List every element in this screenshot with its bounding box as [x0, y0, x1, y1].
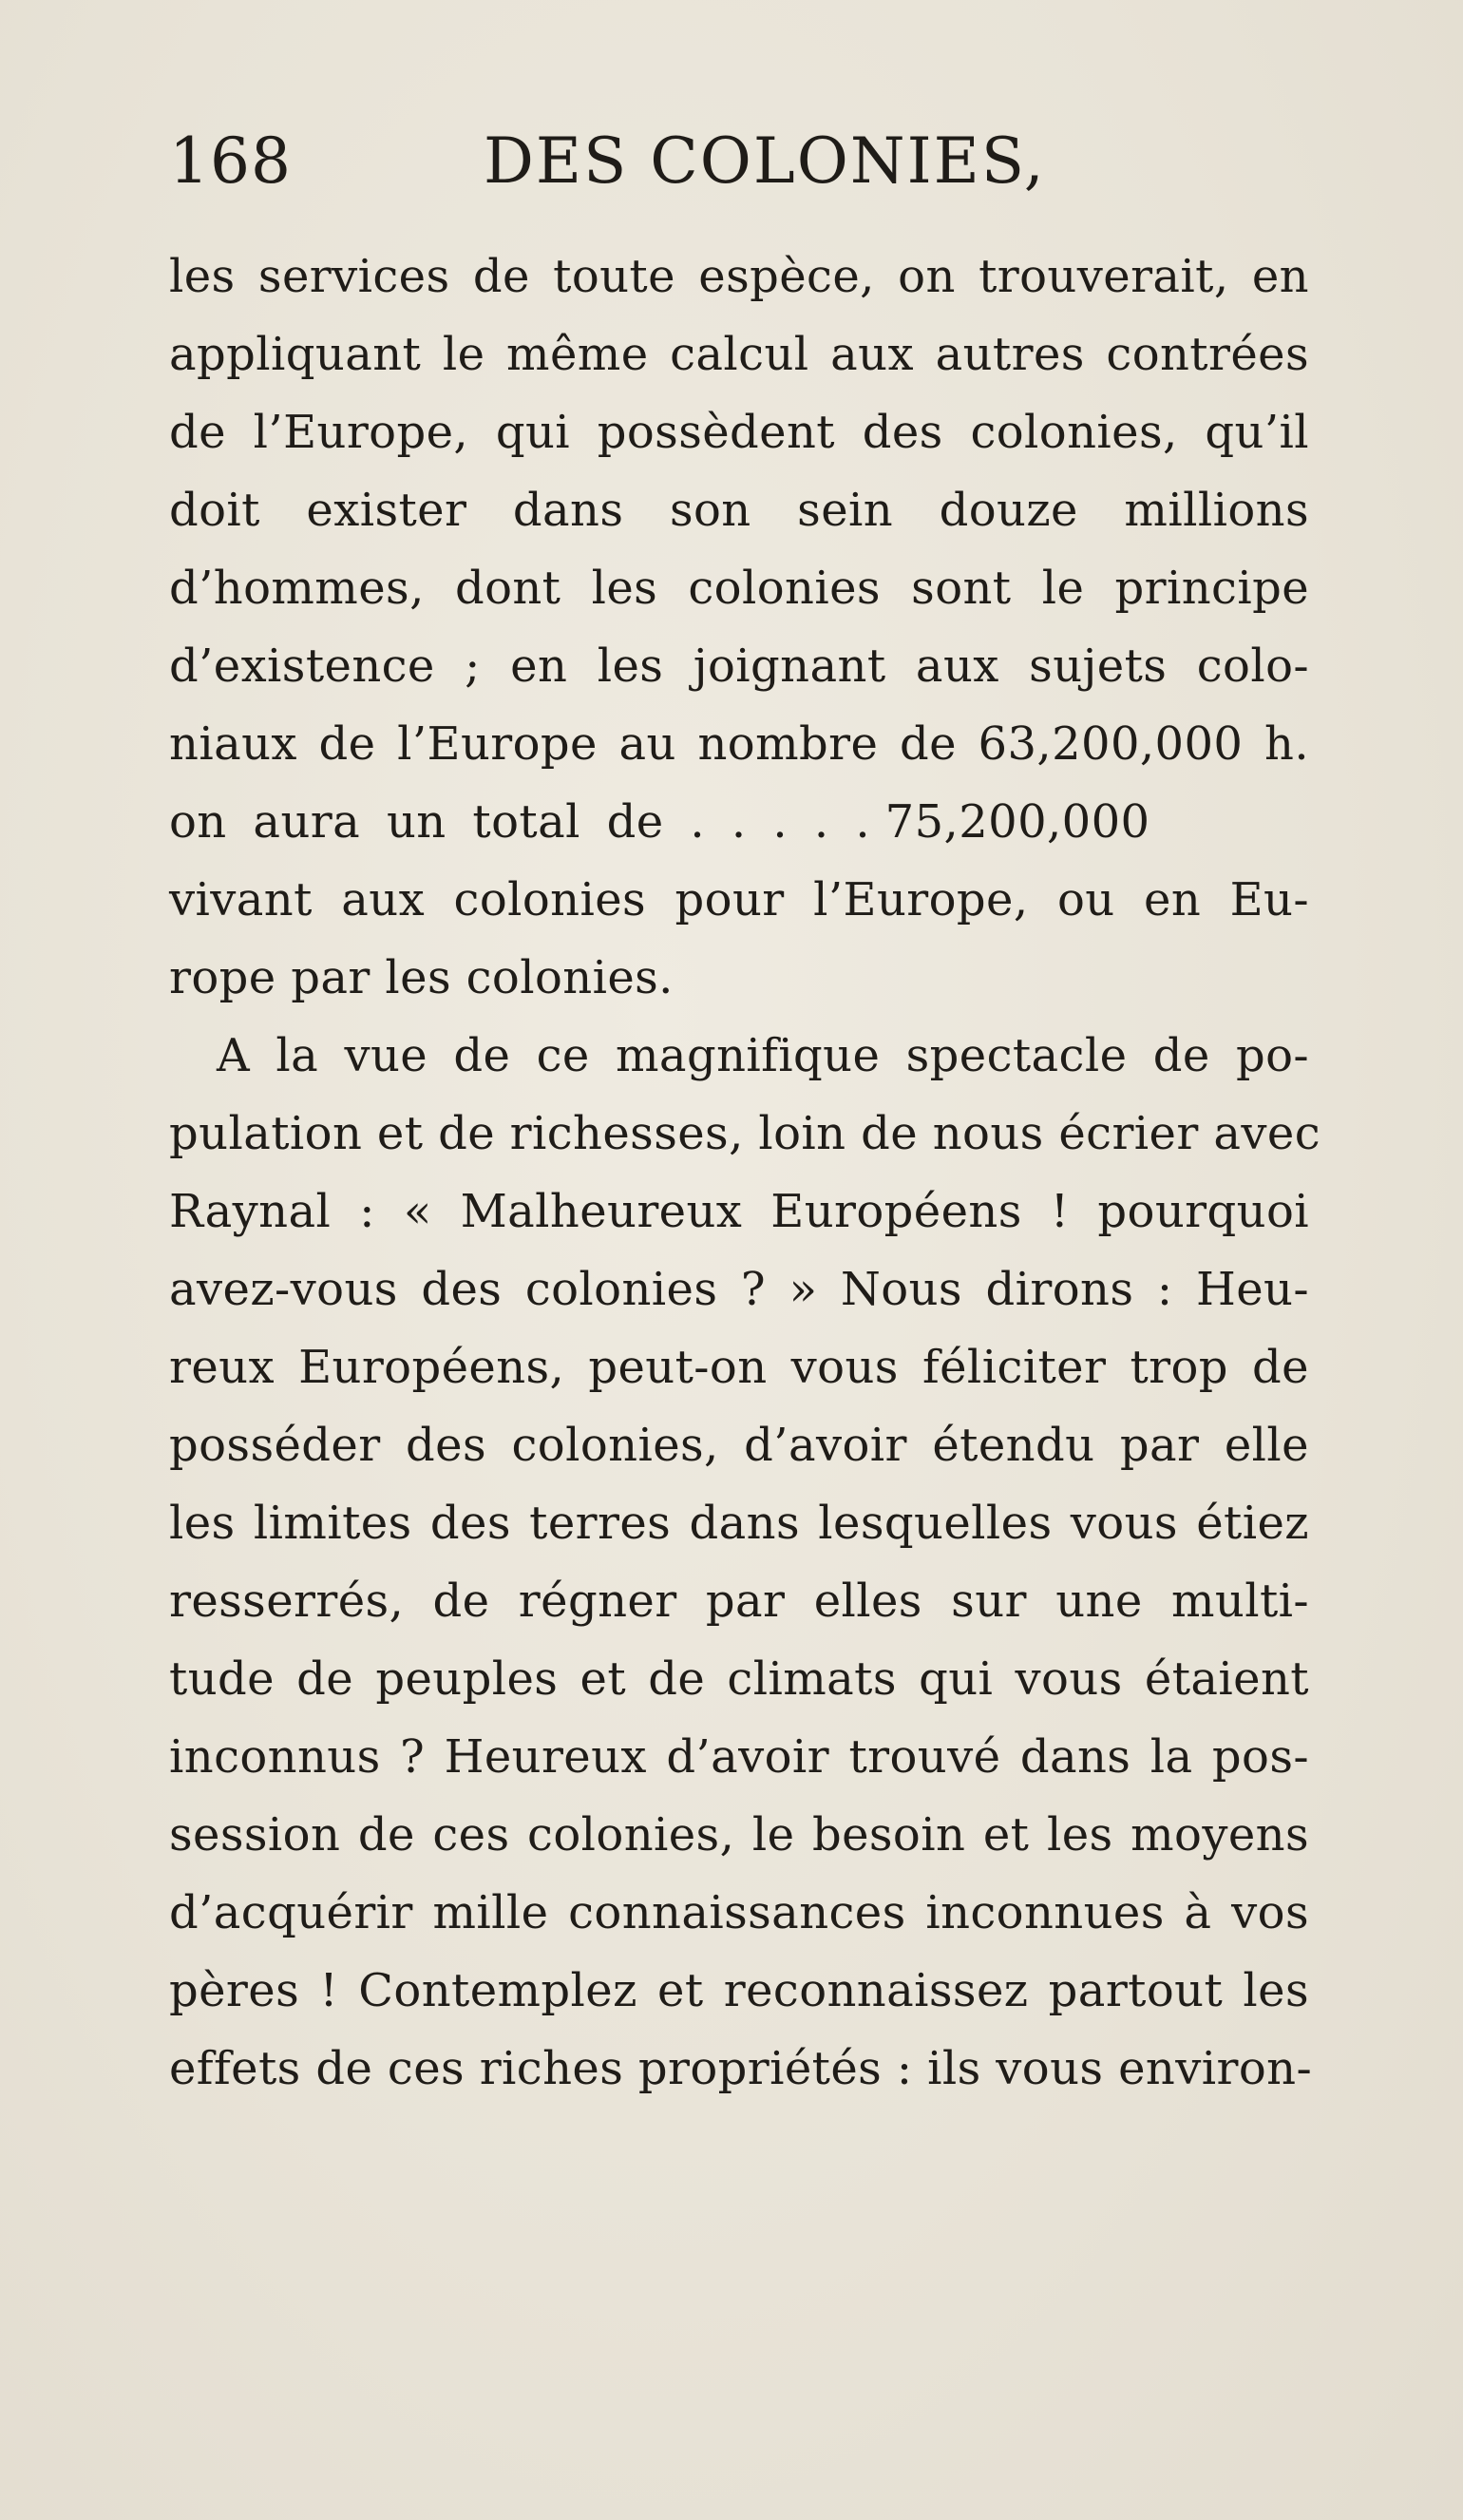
- page-header: [169, 114, 1309, 209]
- running-head: DES COLONIES,: [484, 124, 1046, 198]
- text-line: de l’Europe, qui possèdent des colonies, qu’il: [169, 406, 1309, 459]
- text-line: les services de toute espèce, on trouverait, en: [169, 250, 1309, 303]
- text-line: tude de peuples et de climats qui vous étaient: [169, 1652, 1309, 1706]
- text-line: d’hommes, dont les colonies sont le principe: [169, 562, 1309, 615]
- total-label: on aura un total de . . . . .: [169, 795, 870, 849]
- body-text: [169, 238, 1320, 2108]
- total-line: [169, 783, 1309, 861]
- text-line: vivant aux colonies pour l’Europe, ou en Eu-: [169, 873, 1309, 926]
- total-value: 75,200,000: [884, 795, 1150, 849]
- text-line: appliquant le même calcul aux autres contrées: [169, 328, 1309, 381]
- text-line: session de ces colonies, le besoin et les moyens: [169, 1808, 1309, 1861]
- text-line: Raynal : « Malheureux Européens ! pourquoi: [169, 1185, 1309, 1238]
- text-line: inconnus ? Heureux d’avoir trouvé dans la pos-: [169, 1730, 1309, 1784]
- text-line: resserrés, de régner par elles sur une multi-: [169, 1575, 1309, 1628]
- text-line: rope par les colonies.: [169, 951, 674, 1004]
- text-line: reux Européens, peut-on vous féliciter trop de: [169, 1341, 1309, 1394]
- text-line: d’acquérir mille connaissances inconnues à vos: [169, 1886, 1309, 1939]
- page-number: 168: [169, 124, 292, 198]
- text-line: posséder des colonies, d’avoir étendu par elle: [169, 1419, 1309, 1472]
- text-line: pères ! Contemplez et reconnaissez partout les: [169, 1964, 1309, 2017]
- text-line: d’existence ; en les joignant aux sujets colo-: [169, 640, 1309, 693]
- text-line: avez-vous des colonies ? » Nous dirons : Heu-: [169, 1263, 1309, 1316]
- text-line: les limites des terres dans lesquelles vous étiez: [169, 1497, 1309, 1550]
- text-line: effets de ces riches propriétés : ils vous environ-: [169, 2042, 1313, 2095]
- text-line: pulation et de richesses, loin de nous écrier avec: [169, 1107, 1320, 1160]
- paragraph-first-line: A la vue de ce magnifique spectacle de po-: [217, 1029, 1309, 1082]
- text-line: doit exister dans son sein douze millions: [169, 484, 1309, 537]
- text-line: niaux de l’Europe au nombre de 63,200,000 h.: [169, 717, 1309, 771]
